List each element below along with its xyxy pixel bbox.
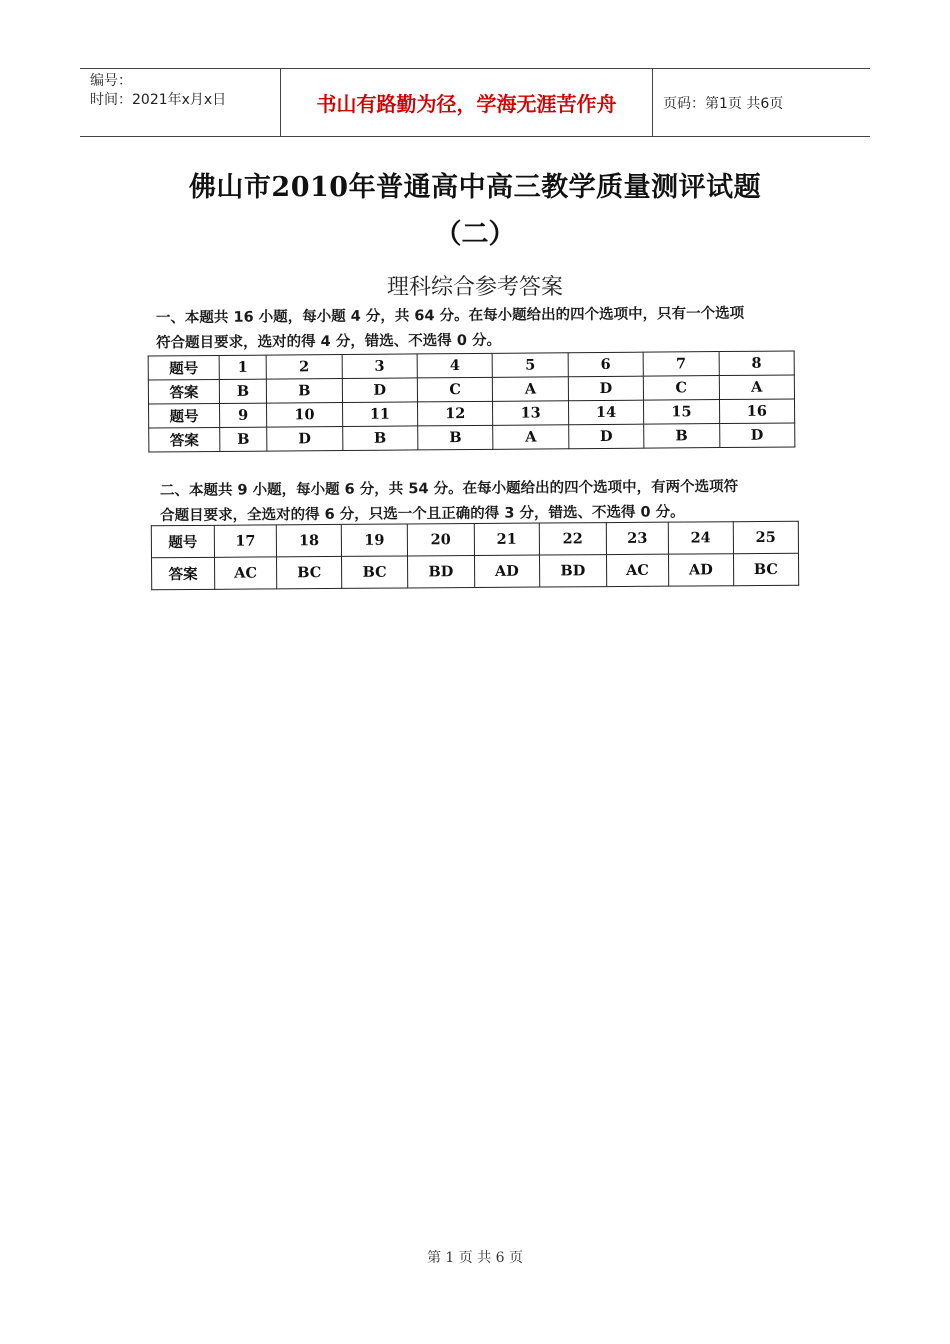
page-footer: 第 1 页 共 6 页 <box>426 1250 524 1266</box>
answer-cell: D <box>267 427 343 452</box>
question-number: 8 <box>719 351 795 376</box>
document-title: 佛山市2010年普通高中高三教学质量测评试题 <box>188 172 762 203</box>
answer-cell: B <box>644 424 720 449</box>
row-label-answer: 答案 <box>149 427 220 452</box>
answer-cell: AD <box>474 555 539 587</box>
answer-cell: A <box>493 425 569 450</box>
answer-cell: BD <box>407 556 475 588</box>
answer-cell: B <box>418 425 494 450</box>
question-number: 25 <box>733 521 799 553</box>
section2-intro-line1: 二、本题共 9 小题，每小题 6 分，共 54 分。在每小题给出的四个选项中，有两个选项符 <box>159 478 739 500</box>
header-motto: 书山有路勤为径，学海无涯苦作舟 <box>280 69 653 136</box>
question-number: 1 <box>219 355 266 379</box>
row-label-answer: 答案 <box>152 557 215 589</box>
answer-cell: D <box>719 423 795 448</box>
answer-cell: AC <box>606 554 668 586</box>
row-label-question: 题号 <box>151 525 214 557</box>
row-label-question: 题号 <box>149 403 220 428</box>
question-number: 18 <box>276 524 342 556</box>
answer-cell: B <box>219 379 266 403</box>
answer-cell: C <box>643 376 719 401</box>
table-row <box>151 521 798 558</box>
header-page-info: 页码：第1页 共6页 <box>663 95 784 112</box>
row-label-answer: 答案 <box>148 379 219 404</box>
answer-cell: BD <box>539 555 607 587</box>
question-number: 4 <box>417 353 493 378</box>
question-number: 10 <box>267 403 343 428</box>
answer-cell: B <box>220 427 267 451</box>
section1-intro-line2: 符合题目要求，选对的得 4 分，错选、不选得 0 分。 <box>156 332 502 352</box>
date-label: 时间：2021年x月x日 <box>90 92 227 108</box>
question-number: 2 <box>266 355 342 380</box>
section2-intro-line2: 合题目要求，全选对的得 6 分，只选一个且正确的得 3 分，错选、不选得 0 分。 <box>160 504 685 525</box>
question-number: 3 <box>342 354 418 379</box>
question-number: 21 <box>474 523 539 555</box>
header-meta <box>80 69 280 136</box>
page-header <box>80 68 870 137</box>
table-row <box>152 553 799 590</box>
answer-cell: AC <box>215 557 277 589</box>
section2-answer-table <box>151 521 799 591</box>
answer-cell: D <box>342 378 418 403</box>
row-label-question: 题号 <box>148 355 219 380</box>
answer-cell: BC <box>276 556 342 588</box>
answer-cell: D <box>568 376 644 401</box>
section1-intro <box>156 302 745 357</box>
answer-cell: A <box>493 377 569 402</box>
answer-cell: BC <box>342 556 408 588</box>
section1-answer-table <box>148 350 796 452</box>
question-number: 20 <box>407 524 475 556</box>
answer-cell: D <box>568 424 644 449</box>
question-number: 9 <box>220 403 267 427</box>
table-row <box>149 423 795 452</box>
question-number: 24 <box>668 522 733 554</box>
question-number: 19 <box>342 524 408 556</box>
answer-cell: C <box>417 377 493 402</box>
question-number: 16 <box>719 399 795 424</box>
question-number: 22 <box>539 523 607 555</box>
question-number: 6 <box>568 352 644 377</box>
question-number: 11 <box>342 402 418 427</box>
question-number: 12 <box>417 401 493 426</box>
question-number: 14 <box>568 400 644 425</box>
answer-cell: B <box>342 426 418 451</box>
answer-cell: B <box>267 379 343 404</box>
answer-cell: BC <box>733 553 799 585</box>
document-title-part: （二） <box>434 219 516 250</box>
question-number: 5 <box>492 353 568 378</box>
section1-intro-line1: 一、本题共 16 小题，每小题 4 分，共 64 分。在每小题给出的四个选项中，只有一个选项 <box>155 305 745 327</box>
code-label: 编号： <box>90 73 132 89</box>
question-number: 7 <box>643 352 719 377</box>
answer-cell: A <box>719 375 795 400</box>
question-number: 13 <box>493 401 569 426</box>
question-number: 23 <box>606 522 668 554</box>
document-subtitle: 理科综合参考答案 <box>386 275 563 300</box>
question-number: 15 <box>644 400 720 425</box>
answer-cell: AD <box>668 554 733 586</box>
question-number: 17 <box>214 525 276 557</box>
